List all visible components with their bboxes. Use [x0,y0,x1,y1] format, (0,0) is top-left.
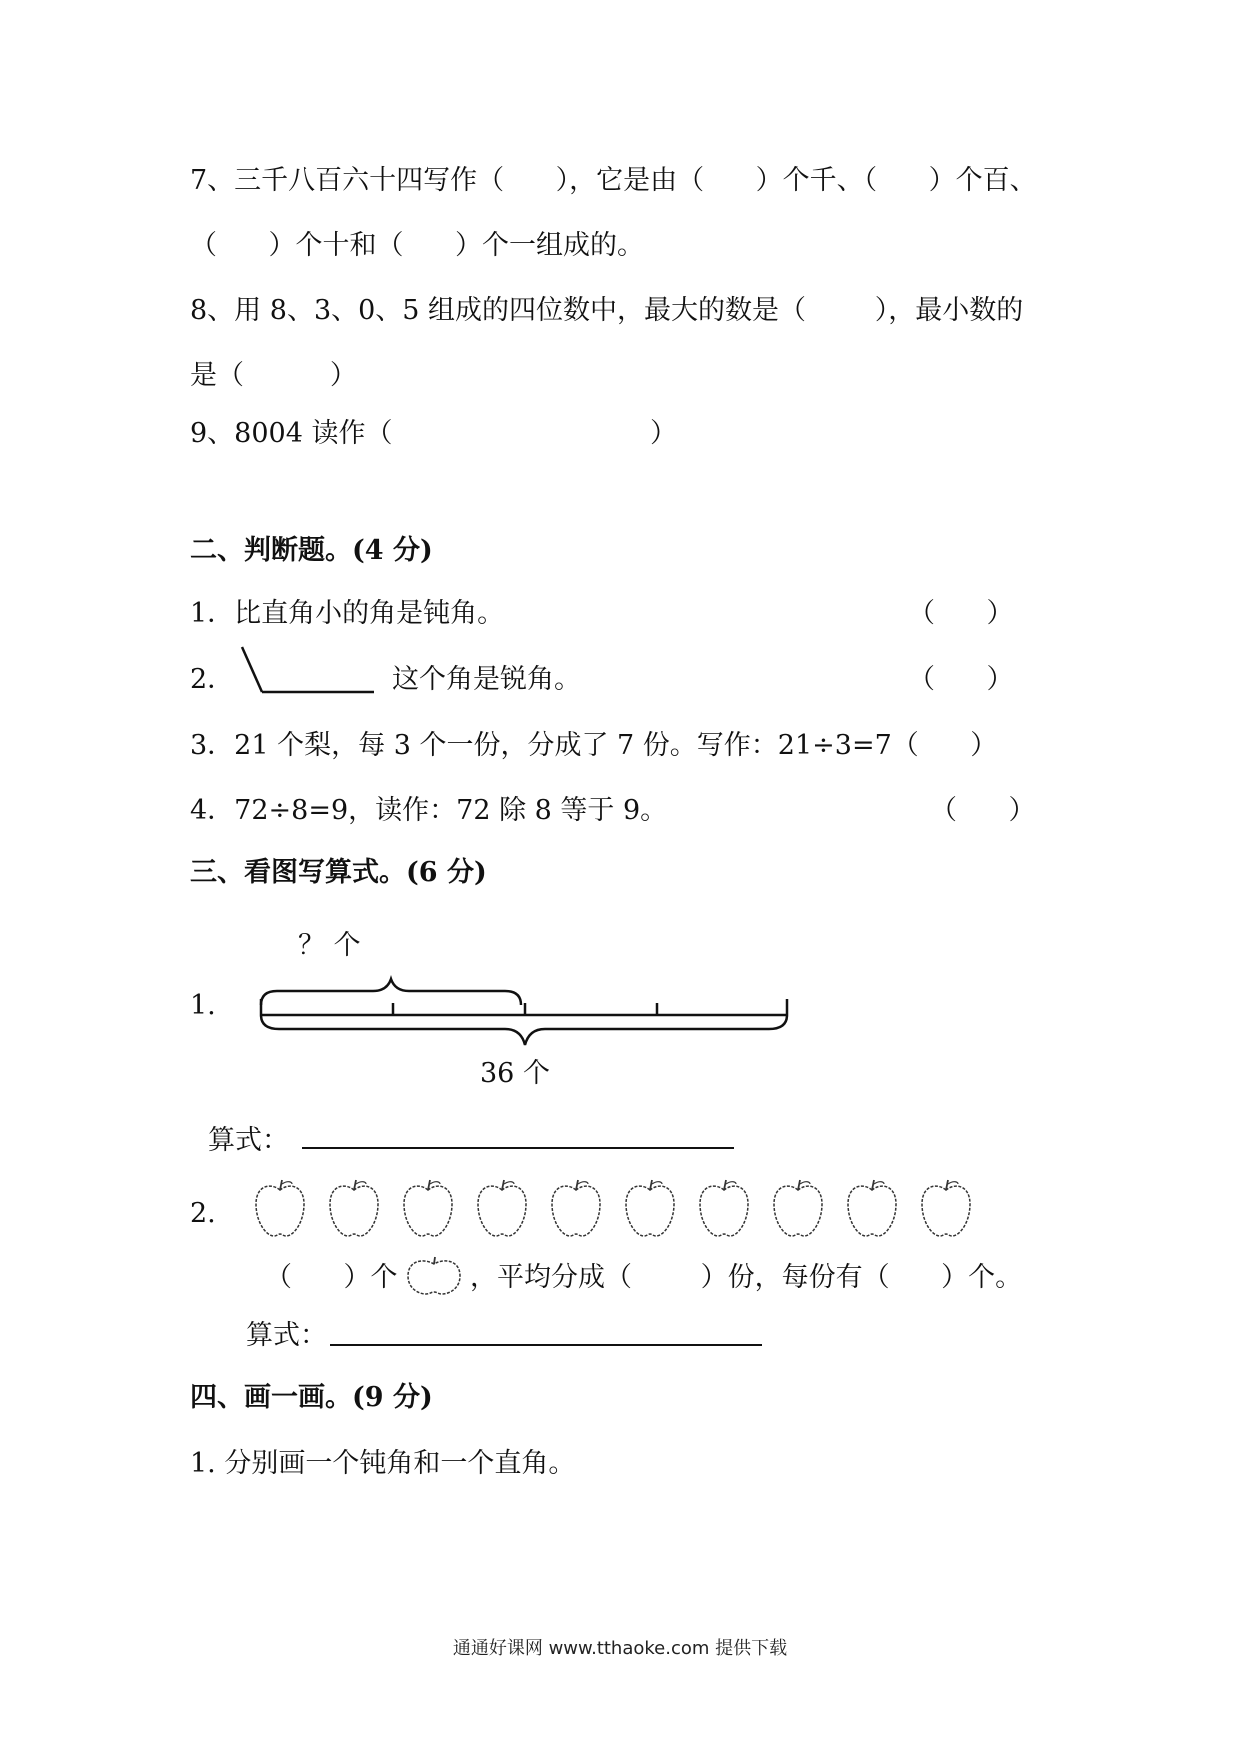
question-7-line-1: 7、三千八百六十四写作（ ），它是由（ ）个千、（ ）个百、 [190,165,1037,196]
apple-icon [622,1178,678,1240]
picture-q2-text-b: ，平均分成（ ）份，每份有（ ）个。 [470,1262,1023,1293]
judge-item-4: 4．72÷8=9，读作：72 除 8 等于 9。 [190,795,668,826]
judge-item-2-text: 这个角是锐角。 [392,664,581,695]
formula-answer-line-2[interactable] [330,1344,762,1346]
question-8-line-1: 8、用 8、3、0、5 组成的四位数中，最大的数是（ ），最小数的 [190,295,1024,326]
apple-icon [696,1178,752,1240]
apple-icon [404,1256,464,1296]
section-draw-heading: 四、画一画。(9 分) [190,1382,433,1413]
section-picture-heading: 三、看图写算式。(6 分) [190,857,487,888]
judge-item-3: 3．21 个梨，每 3 个一份，分成了 7 份。写作：21÷3=7（ ） [190,730,998,761]
apple-icon [252,1178,308,1240]
question-7-line-2: （ ）个十和（ ）个一组成的。 [190,230,644,261]
page-footer: 通通好课网 www.tthaoke.com 提供下载 [452,1638,788,1659]
apple-icon [326,1178,382,1240]
section-judge-heading: 二、判断题。(4 分) [190,535,433,566]
brace-bottom-label: 36 个 [480,1058,550,1089]
formula-answer-line-1[interactable] [302,1147,734,1149]
formula-label-1: 算式： [208,1125,289,1156]
apple-icon [400,1178,456,1240]
question-8-line-2: 是（ ） [190,360,357,391]
acute-angle-figure [240,645,380,705]
apple-icon [844,1178,900,1240]
question-9: 9、8004 读作（ ） [190,418,677,449]
picture-q2-text-a: （ ）个 [265,1262,398,1293]
picture-q1-number: 1. [190,990,216,1021]
apple-icon [548,1178,604,1240]
brace-top-label: ？ 个 [298,930,361,961]
apple-row [252,1178,992,1248]
judge-item-2-number: 2． [190,664,235,695]
judge-answer-paren-1: （ ） [908,598,1014,629]
judge-answer-paren-2: （ ） [908,664,1014,695]
judge-item-1: 1．比直角小的角是钝角。 [190,598,505,629]
apple-icon [474,1178,530,1240]
segment-diagram [255,975,815,1065]
formula-label-2: 算式： [246,1320,327,1351]
apple-icon [918,1178,974,1240]
picture-q2-number: 2. [190,1198,216,1229]
apple-icon [770,1178,826,1240]
judge-answer-paren-4: （ ） [930,795,1036,826]
draw-question-1: 1. 分别画一个钝角和一个直角。 [190,1448,576,1479]
